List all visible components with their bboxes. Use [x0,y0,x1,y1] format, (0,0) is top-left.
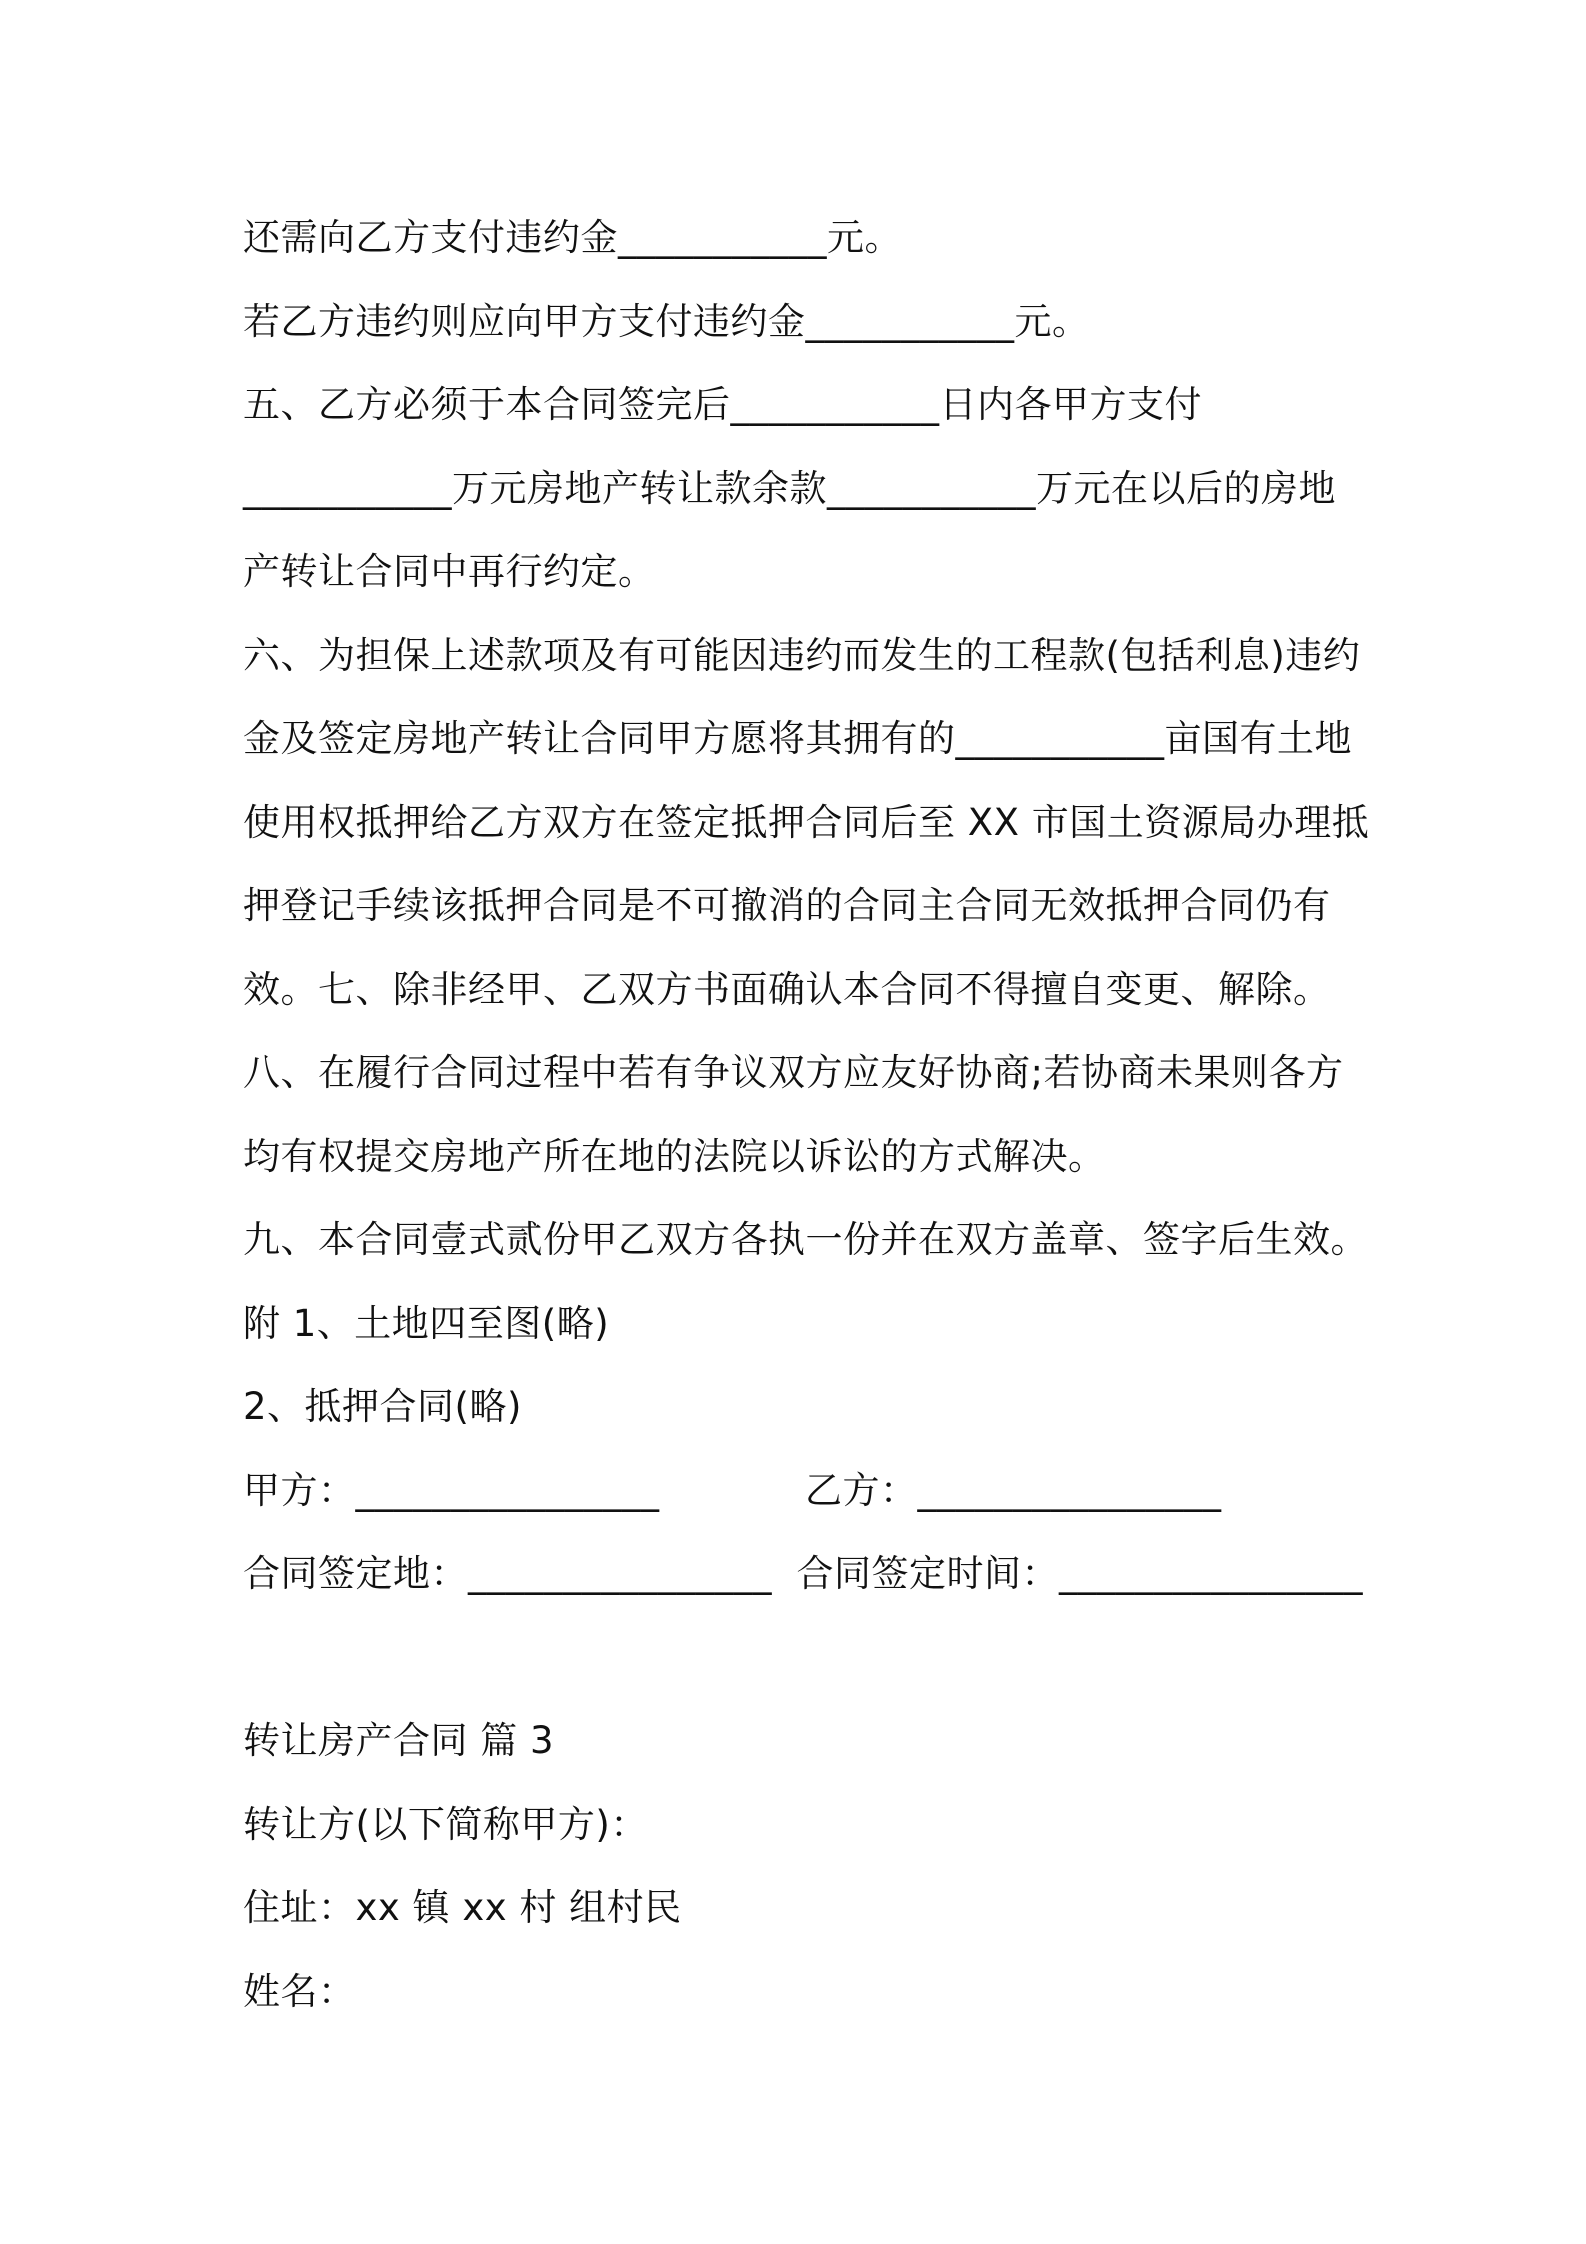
name-label: 姓名： [243,1969,356,2013]
transferor-label: 转让方(以下简称甲方)： [243,1802,648,1846]
address-line: 住址：xx 镇 xx 村 组村民 [243,1886,682,1929]
party-a-signature: 甲方：________________ [243,1468,660,1512]
section-3-heading: 转让房产合同 篇 3 [243,1719,555,1762]
document-body [243,196,1370,2033]
signature-row-place-time [243,1532,1363,1616]
section-spacer [243,1616,1363,1700]
clause-6-line: 六、为担保上述款项及有可能因违约而发生的工程款(包括利息)违约 [243,633,1361,677]
clause-5-line: 五、乙方必须于本合同签完后___________日内各甲方支付 [243,383,1202,426]
clause-7-line: 效。七、除非经甲、乙双方书面确认本合同不得擅自变更、解除。 [243,967,1331,1011]
clause-line: 金及签定房地产转让合同甲方愿将其拥有的___________亩国有土地 [243,717,1352,760]
clause-8-line: 八、在履行合同过程中若有争议双方应友好协商;若协商未果则各方 [243,1051,1344,1094]
clause-line: 若乙方违约则应向甲方支付违约金___________元。 [243,299,1090,343]
appendix-1-line: 附 1、土地四至图(略) [243,1301,610,1345]
clause-line: ___________万元房地产转让款余款___________万元在以后的房地 [243,466,1336,510]
sign-time-field: 合同签定时间：________________ [796,1552,1363,1595]
clause-line: 使用权抵押给乙方双方在签定抵押合同后至 XX 市国土资源局办理抵 [243,800,1370,844]
sign-place-field: 合同签定地：________________ [243,1552,772,1595]
clause-9-line: 九、本合同壹式贰份甲乙双方各执一份并在双方盖章、签字后生效。 [243,1218,1368,1261]
party-b-signature: 乙方：________________ [805,1468,1222,1512]
appendix-2-line: 2、抵押合同(略) [243,1385,522,1428]
clause-line: 押登记手续该抵押合同是不可撤消的合同主合同无效抵押合同仍有 [243,884,1331,927]
clause-line: 均有权提交房地产所在地的法院以诉讼的方式解决。 [243,1134,1106,1178]
clause-line: 还需向乙方支付违约金___________元。 [243,216,902,259]
clause-line: 产转让合同中再行约定。 [243,550,656,593]
signature-row-parties [243,1449,1363,1533]
